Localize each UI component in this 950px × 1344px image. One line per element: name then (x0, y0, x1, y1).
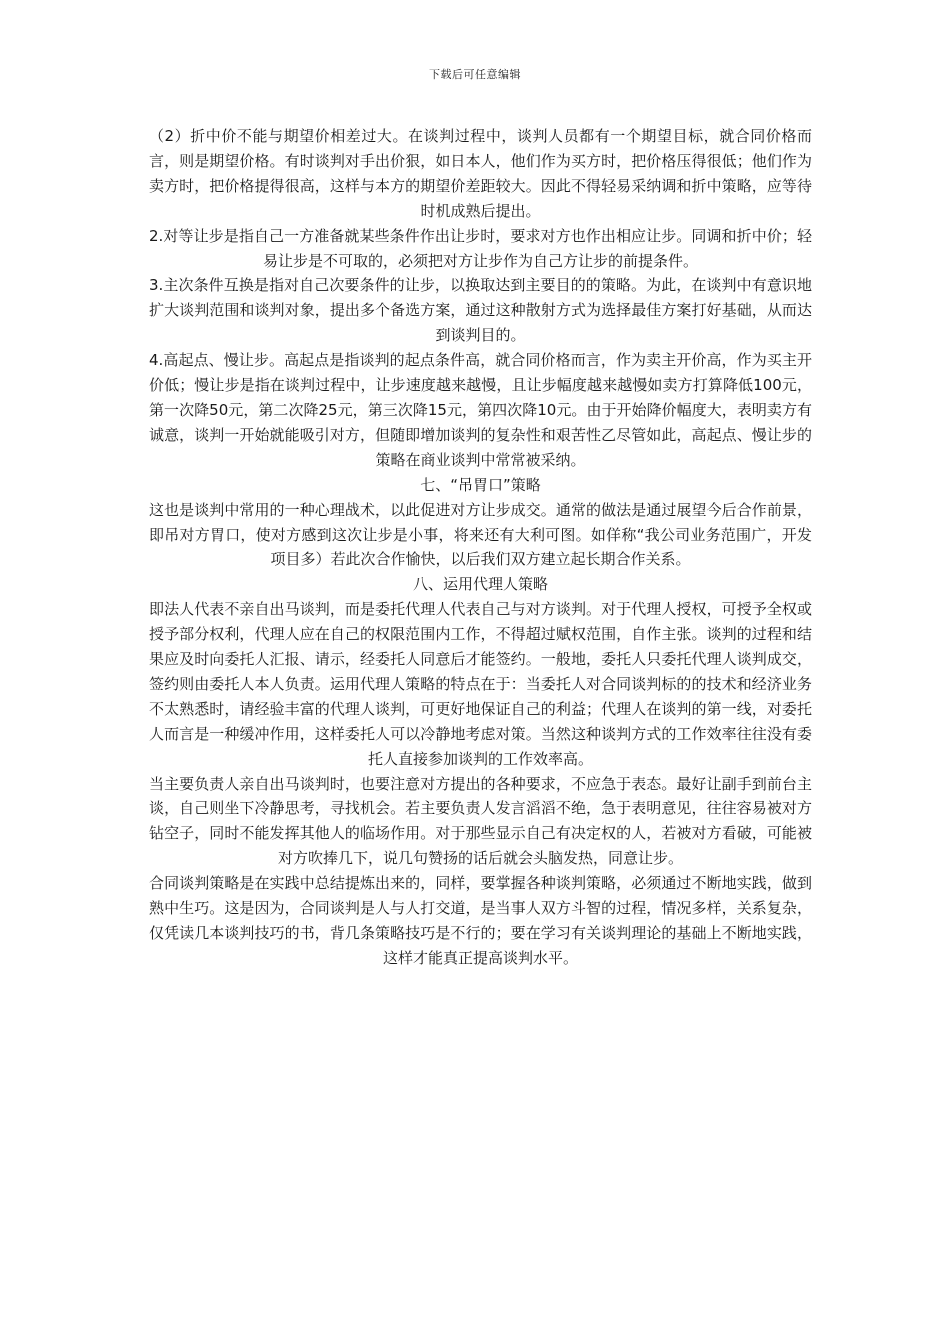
paragraph-condition-exchange: 3.主次条件互换是指对自己次要条件的让步，以换取达到主要目的的策略。为此，在谈判中有意识地扩大谈判范围和谈判对象，提出多个备选方案，通过这种散射方式为选择最佳方案打好基础，从而达到谈判目的。 (149, 276, 812, 345)
paragraph-high-start-slow-concession: 4.高起点、慢让步。高起点是指谈判的起点条件高，就合同价格而言，作为卖主开价高，作为买主开价低；慢让步是指在谈判过程中，让步速度越来越慢，且让步幅度越来越慢如卖方打算降低100元，第一次降50元，第二次降25元，第三次降15元，第四次降10元。由于开始降价幅度大，表明卖方有诚意，谈判一开始就能吸引对方，但随即增加谈判的复杂性和艰苦性乙尽管如此，高起点、慢让步的策略在商业谈判中常常被采纳。 (149, 351, 812, 469)
paragraph-conclusion: 合同谈判策略是在实践中总结提炼出来的，同样，要掌握各种谈判策略，必须通过不断地实践，做到熟中生巧。这是因为，合同谈判是人与人打交道，是当事人双方斗智的过程，情况多样，关系复杂，仅凭读几本谈判技巧的书，背几条策略技巧是不行的；要在学习有关谈判理论的基础上不断地实践，这样才能真正提高谈判水平。 (149, 874, 812, 967)
paragraph-compromise-price: （2）折中价不能与期望价相差过大。在谈判过程中，谈判人员都有一个期望目标，就合同价格而言，则是期望价格。有时谈判对手出价狠，如日本人，他们作为买方时，把价格压得很低；他们作为卖方时，把价格提得很高，这样与本方的期望价差距较大。因此不得轻易采纳调和折中策略，应等待时机成熟后提出。 (149, 127, 812, 220)
paragraph-agent-strategy: 即法人代表不亲自出马谈判，而是委托代理人代表自己与对方谈判。对于代理人授权，可授予全权或授予部分权利，代理人应在自己的权限范围内工作，不得超过赋权范围，自作主张。谈判的过程和结果应及时向委托人汇报、请示，经委托人同意后才能签约。一般地，委托人只委托代理人谈判成交，签约则由委托人本人负责。运用代理人策略的特点在于：当委托人对合同谈判标的的技术和经济业务不太熟悉时，请经验丰富的代理人谈判，可更好地保证自己的利益；代理人在谈判的第一线，对委托人而言是一种缓冲作用，这样委托人可以冷静地考虑对策。当然这种谈判方式的工作效率往往没有委托人直接参加谈判的工作效率高。 (149, 600, 812, 768)
paragraph-reciprocal-concession: 2.对等让步是指自己一方准备就某些条件作出让步时，要求对方也作出相应让步。同调和折中价；轻易让步是不可取的，必须把对方让步作为自己方让步的前提条件。 (149, 226, 812, 270)
section-heading-8: 八、运用代理人策略 (412, 575, 548, 594)
paragraph-principal-negotiation: 当主要负责人亲自出马谈判时，也要注意对方提出的各种要求，不应急于表态。最好让副手到前台主谈，自己则坐下冷静思考，寻找机会。若主要负责人发言滔滔不绝，急于表明意见，往往容易被对方钻空子，同时不能发挥其他人的临场作用。对于那些显示自己有决定权的人，若被对方看破，可能被对方吹捧几下，说几句赞扬的话后就会头脑发热，同意让步。 (149, 774, 812, 868)
document-body (149, 124, 812, 971)
paragraph-whet-appetite: 这也是谈判中常用的一种心理战术，以此促进对方让步成交。通常的做法是通过展望今后合作前景，即吊对方胃口，使对方感到这次让步是小事，将来还有大利可图。如佯称“我公司业务范围广，开发项目多）若此次合作愉快，以后我们双方建立起长期合作关系。 (149, 500, 812, 569)
page-header-note: 下载后可任意编辑 (429, 68, 521, 81)
section-heading-7: 七、“吊胃口”策略 (420, 475, 541, 494)
